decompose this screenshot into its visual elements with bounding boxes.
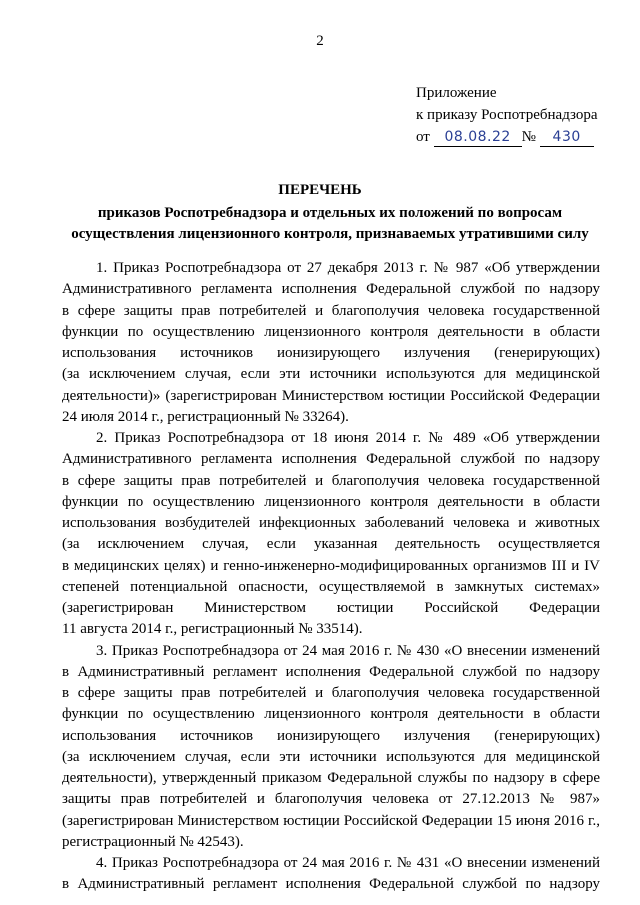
text-line: (за исключением случая, если указанная деятельность осуществляется: [62, 536, 600, 553]
text-line: деятельности), утвержденный приказом Федеральной службы по надзору в сфере: [62, 770, 600, 786]
appendix-label: Приложение: [416, 85, 497, 101]
text-line: в Административный регламент исполнения Федеральной службой по надзору: [62, 663, 600, 680]
text-line: 1. Приказ Роспотребнадзора от 27 декабря 2013 г. № 987 «Об утверждении: [96, 260, 600, 276]
page-number: 2: [316, 33, 324, 49]
handwritten-date: 08.08.22: [434, 128, 522, 147]
text-line: (зарегистрирован Министерством юстиции Российской Федерации 15 июня 2016 г.,: [62, 812, 600, 829]
text-line: (зарегистрирован Министерством юстиции Российской Федерации: [62, 600, 600, 616]
document-body: [62, 258, 600, 896]
appendix-date-number-line: [416, 126, 626, 148]
text-line: использования источников ионизирующего излучения (генерирующих): [62, 727, 600, 744]
text-line: функции по осуществлению лицензионного контроля деятельности в области: [62, 706, 600, 723]
text-line: функции по осуществлению лицензионного контроля деятельности в области: [62, 493, 600, 510]
appendix-block: [416, 82, 626, 148]
document-subtitle: [60, 203, 600, 245]
text-line: (за исключением случая, если эти источники используются для медицинской: [62, 366, 600, 383]
text-line: использования возбудителей инфекционных заболеваний человека и животных: [62, 515, 600, 531]
number-prefix: №: [521, 129, 536, 145]
text-line: степеней потенциальной опасности, осуществляемой в замкнутых системах»: [62, 578, 600, 595]
text-line: функции по осуществлению лицензионного контроля деятельности в области: [62, 323, 600, 340]
text-line: в Административный регламент исполнения Федеральной службой по надзору: [62, 876, 600, 893]
text-line: в сфере защиты прав потребителей и благополучия человека государственной: [62, 472, 600, 489]
text-line: Административного регламента исполнения Федеральной службой по надзору: [62, 451, 600, 468]
text-line: деятельности)» (зарегистрирован Министерством юстиции Российской Федерации: [62, 387, 600, 404]
text-line: (за исключением случая, если эти источники используются для медицинской: [62, 748, 600, 765]
document-title: ПЕРЕЧЕНЬ: [278, 182, 362, 198]
text-line: защиты прав потребителей и благополучия человека от 27.12.2013 № 987»: [62, 791, 600, 808]
list-item: [62, 641, 600, 854]
appendix-order-reference: к приказу Роспотребнадзора: [416, 107, 598, 123]
subtitle-line: приказов Роспотребнадзора и отдельных их положений по вопросам: [97, 205, 563, 221]
date-prefix: от: [416, 129, 430, 145]
text-line: в медицинских целях) и генно-инженерно-модифицированных организмов III и IV: [62, 557, 600, 574]
list-item: [62, 428, 600, 641]
text-line: регистрационный № 42543).: [62, 833, 244, 850]
text-line: использования источников ионизирующего излучения (генерирующих): [62, 345, 600, 361]
text-line: в сфере защиты прав потребителей и благополучия человека государственной: [62, 685, 600, 701]
text-line: 24 июля 2014 г., регистрационный № 33264).: [62, 408, 349, 425]
list-item: [62, 853, 600, 896]
handwritten-order-number: 430: [540, 128, 594, 147]
text-line: 2. Приказ Роспотребнадзора от 18 июня 2014 г. № 489 «Об утверждении: [96, 430, 600, 446]
subtitle-line: осуществления лицензионного контроля, признаваемых утратившими силу: [71, 226, 589, 242]
text-line: Административного регламента исполнения Федеральной службой по надзору: [62, 281, 600, 298]
list-item: [62, 258, 600, 428]
text-line: 3. Приказ Роспотребнадзора от 24 мая 2016 г. № 430 «О внесении изменений: [96, 642, 600, 659]
text-line: в сфере защиты прав потребителей и благополучия человека государственной: [62, 302, 600, 319]
text-line: 11 августа 2014 г., регистрационный № 33514).: [62, 621, 363, 638]
text-line: 4. Приказ Роспотребнадзора от 24 мая 2016 г. № 431 «О внесении изменений: [96, 855, 600, 871]
